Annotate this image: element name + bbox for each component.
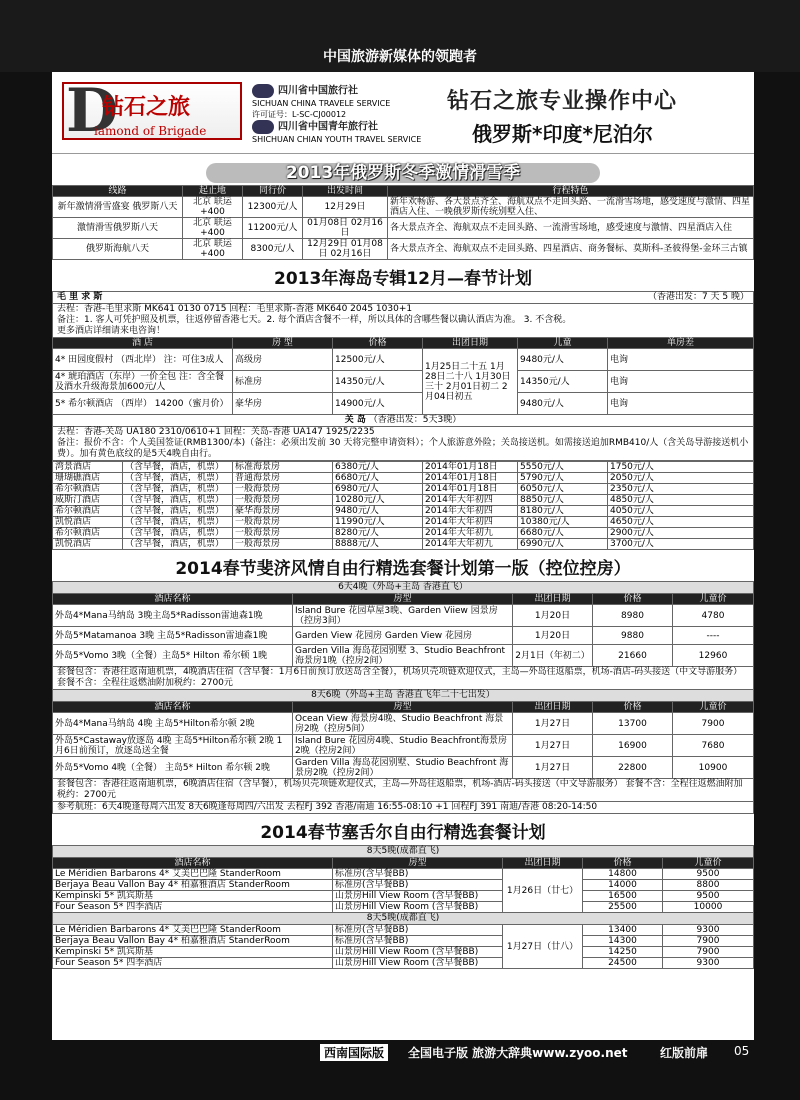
table-cell: 儿童 <box>518 338 608 349</box>
footer-site[interactable]: 全国电子版 旅游大辞典www.zyoo.net <box>408 1046 628 1060</box>
table-cell: Le Méridien Barbarons 4* 艾美巴巴隆 StanderRoom <box>53 869 333 880</box>
table-cell: 山景房Hill View Room (含早餐BB) <box>333 947 503 958</box>
table-cell: 线路 <box>53 186 183 197</box>
table-row <box>53 197 754 218</box>
table-cell: 9480元/人 <box>333 506 423 517</box>
table-row <box>53 735 754 757</box>
table-cell: 21660 <box>593 645 673 667</box>
table-cell: 8天5晚(成都直飞) <box>53 913 754 925</box>
table-cell: 2014年大年初四 <box>423 506 518 517</box>
ops-title: 钻石之旅专业操作中心 <box>447 89 678 114</box>
table-cell: （含早餐，酒店，机票） <box>123 495 233 506</box>
page <box>52 72 754 1040</box>
table-cell: Berjaya Beau Vallon Bay 4* 柏嘉雅酒店 StanderRoom <box>53 880 333 891</box>
table-cell: 8850元/人 <box>518 495 608 506</box>
table-cell: 去程：香港-关岛 UA180 2310/0610+1 回程：关岛-香港 UA147 1925/2235 备注：报价不含：个人美国签证(RMB1300/本)（备注：必须出发前 30 天将完整申请资料）；个人旅游意外险；关岛接送机。如需接送追加RMB410/人（含关岛导游接送机小费）。加有黄色底纹的是5天4晚自由行。 <box>53 427 754 461</box>
table-cell: 希尔顿酒店 <box>53 506 123 517</box>
table-cell: 11990元/人 <box>333 517 423 528</box>
table-cell: Garden Villa 海岛花园别墅 3、Studio Beachfront 海景房1晚（控房2间） <box>293 645 513 667</box>
table-cell: 标准房 <box>233 371 333 393</box>
table-cell: 7900 <box>663 947 754 958</box>
table-cell: Le Méridien Barbarons 4* 艾美巴巴隆 StanderRoom <box>53 925 333 936</box>
table-cell: 8888元/人 <box>333 539 423 550</box>
table-cell: 山景房Hill View Room (含早餐BB) <box>333 891 503 902</box>
table-cell: Kempinski 5* 凯宾斯基 <box>53 891 333 902</box>
table-cell: 4650元/人 <box>608 517 754 528</box>
table-cell: 北京 联运+400 <box>183 218 243 239</box>
logo <box>62 76 242 146</box>
table-cell: 豪华房 <box>233 393 333 415</box>
table-cell: 2050元/人 <box>608 473 754 484</box>
table-cell: 10280元/人 <box>333 495 423 506</box>
table-cell: 8天5晚(成都直飞) <box>53 846 754 858</box>
table-cell: 2900元/人 <box>608 528 754 539</box>
table-cell: 2014年01月18日 <box>423 484 518 495</box>
table-cell: 8180元/人 <box>518 506 608 517</box>
table-cell: 湾景酒店 <box>53 462 123 473</box>
table-cell: 酒店名称 <box>53 858 333 869</box>
table-cell: 套餐包含：香港往返南迪机票，4晚酒店住宿（含早餐：1月6日前预订放送岛含全餐），机场贝壳项链欢迎仪式，主岛—外岛往返船票，机场-酒店-码头接送（中文导游服务） 套餐不含：全程往返燃油附加税约：2700元 <box>53 667 754 690</box>
table-row <box>53 218 754 239</box>
table-cell: 山景房Hill View Room (含早餐BB) <box>333 902 503 913</box>
table-cell: 关 岛 （香港出发：5天3晚） <box>53 415 754 427</box>
destinations: 俄罗斯*印度*尼泊尔 <box>472 122 653 146</box>
table-cell: 各大景点齐全、海航双点不走回头路、一流滑雪场地，感受速度与激情、四星酒店入住 <box>388 218 754 239</box>
table-cell: Kempinski 5* 凯宾斯基 <box>53 947 333 958</box>
table-row <box>53 605 754 627</box>
section-island-title: 2013年海岛专辑12月—春节计划 <box>274 269 532 289</box>
table-cell: 1月20日 <box>513 605 593 627</box>
table-cell: Ocean View 海景房4晚、Studio Beachfront 海景房2晚（控房5间） <box>293 713 513 735</box>
table-cell: 16900 <box>593 735 673 757</box>
table-row <box>53 627 754 645</box>
table-cell: （含早餐，酒店，机票） <box>123 484 233 495</box>
table-cell: 5550元/人 <box>518 462 608 473</box>
section-seychelles-title: 2014春节塞舌尔自由行精选套餐计划 <box>260 823 546 843</box>
table-cell: 外岛4*Mana马纳岛 4晚 主岛5*Hilton希尔顿 2晚 <box>53 713 293 735</box>
table-cell: 希尔顿酒店 <box>53 484 123 495</box>
table-cell: 起止地 <box>183 186 243 197</box>
table-cell: 高级房 <box>233 349 333 371</box>
table-cell: Four Season 5* 四季酒店 <box>53 902 333 913</box>
table-cell: 6680元/人 <box>518 528 608 539</box>
table-cell: 出发时间 <box>303 186 388 197</box>
table-cell: 新年激情滑雪盛宴 俄罗斯八天 <box>53 197 183 218</box>
table-cell: 套餐包含：香港往返南迪机票，6晚酒店住宿（含早餐），机场贝壳项链欢迎仪式，主岛—外岛往返船票，机场-酒店-码头接送（中文导游服务） 套餐不含：全程往返燃油附加税约：2700元 <box>53 779 754 802</box>
table-cell: 16500 <box>583 891 663 902</box>
table-cell: 4* 田园度假村 （西北岸） 注：可住3成人 <box>53 349 233 371</box>
table-cell: 8天6晚（外岛+主岛 香港直飞年二十七出发） <box>53 690 754 702</box>
table-cell: 一般海景房 <box>233 517 333 528</box>
table-cell: 6990元/人 <box>518 539 608 550</box>
page-number: 05 <box>734 1044 750 1058</box>
table-cell: 外岛5*Vomo 4晚（全餐） 主岛5* Hilton 希尔顿 2晚 <box>53 757 293 779</box>
table-cell: 01月08日 02月16日 <box>303 218 388 239</box>
table-cell: 10000 <box>663 902 754 913</box>
table-cell: 6980元/人 <box>333 484 423 495</box>
table-row <box>53 869 754 880</box>
table-cell: 14350元/人 <box>518 371 608 393</box>
table-cell: 房型 <box>333 858 503 869</box>
table-cell: 酒店名称 <box>53 594 293 605</box>
table-cell: 电询 <box>608 349 754 371</box>
table-cell: （含早餐，酒店，机票） <box>123 506 233 517</box>
table-cell: 豪华海景房 <box>233 506 333 517</box>
table-cell: 2014年大年初九 <box>423 539 518 550</box>
table-cell: 电询 <box>608 371 754 393</box>
table-row <box>53 393 754 415</box>
table-row <box>53 713 754 735</box>
table-cell: 5* 希尔顿酒店 （西岸） 14200（蜜月价） <box>53 393 233 415</box>
table-cell: 凯悦酒店 <box>53 517 123 528</box>
logo-d: D <box>66 76 119 146</box>
table-cell: 2014年01月18日 <box>423 462 518 473</box>
table-cell: 4050元/人 <box>608 506 754 517</box>
table-cell: 2014年01月18日 <box>423 473 518 484</box>
table-cell: 各大景点齐全、海航双点不走回头路、四星酒店、商务餐标、莫斯科-圣彼得堡-金环三古镇 <box>388 239 754 260</box>
table-cell: 14350元/人 <box>333 371 423 393</box>
fiji-table <box>52 581 754 814</box>
table-cell: 1月27日 <box>513 757 593 779</box>
table-cell: （含早餐，酒店，机票） <box>123 517 233 528</box>
table-cell: 6天4晚（外岛+主岛 香港直飞） <box>53 582 754 594</box>
table-row <box>53 880 754 891</box>
guam-table <box>52 461 754 550</box>
table-row <box>53 539 754 550</box>
logo-cn: 钻石之旅 <box>102 95 191 120</box>
table-cell: 去程：香港-毛里求斯 MK641 0130 0715 回程：毛里求斯-香港 MK640 2045 1030+1 备注：1. 客人可凭护照及机票，往返停留香港七天。2. 每个酒店含餐不一样，所以具体的含哪些餐以确认酒店为准。 3. 不含税。 更多酒店详细请来电咨询！ <box>53 304 754 338</box>
table-cell: 14800 <box>583 869 663 880</box>
table-cell: 1月27日 <box>513 713 593 735</box>
table-cell: 普通海景房 <box>233 473 333 484</box>
table-row <box>53 239 754 260</box>
section-fiji-title: 2014春节斐济风情自由行精选套餐计划第一版（控位控房） <box>175 559 631 579</box>
table-cell: 一般海景房 <box>233 484 333 495</box>
table-cell: 一般海景房 <box>233 539 333 550</box>
table-cell: 24500 <box>583 958 663 969</box>
table-cell: 酒店名称 <box>53 702 293 713</box>
table-cell: 25500 <box>583 902 663 913</box>
table-cell: 6050元/人 <box>518 484 608 495</box>
table-cell: 9480元/人 <box>518 349 608 371</box>
table-cell: 俄罗斯海航八天 <box>53 239 183 260</box>
table-cell: 山景房Hill View Room (含早餐BB) <box>333 958 503 969</box>
table-cell: 北京 联运+400 <box>183 239 243 260</box>
table-cell: 外岛5*Matamanoa 3晚 主岛5*Radisson雷迪森1晚 <box>53 627 293 645</box>
table-cell: 标准房(含早餐BB) <box>333 936 503 947</box>
table-cell: Four Season 5* 四季酒店 <box>53 958 333 969</box>
table-row <box>53 645 754 667</box>
table-cell: 毛 里 求 斯 （香港出发：7 天 5 晚） <box>53 292 754 304</box>
table-cell: 价格 <box>333 338 423 349</box>
table-cell: 9500 <box>663 869 754 880</box>
table-cell: 出团日期 <box>423 338 518 349</box>
table-cell: 1月25日二十五 1月28日二十八 1月30日三十 2月01日初二 2月04日初五 <box>423 349 518 415</box>
table-cell: 一般海景房 <box>233 528 333 539</box>
mauritius-table <box>52 291 754 461</box>
table-cell: 14300 <box>583 936 663 947</box>
table-cell: 9500 <box>663 891 754 902</box>
table-cell: （含早餐，酒店，机票） <box>123 539 233 550</box>
table-cell: 14250 <box>583 947 663 958</box>
table-cell: 8800 <box>663 880 754 891</box>
footer <box>52 1040 754 1062</box>
table-cell: 房型 <box>293 702 513 713</box>
youth-emblem-icon <box>252 120 274 134</box>
table-cell: 10900 <box>673 757 754 779</box>
table-cell: 标准房(含早餐BB) <box>333 925 503 936</box>
table-cell: 10380元/人 <box>518 517 608 528</box>
table-cell: 14900元/人 <box>333 393 423 415</box>
table-cell: 外岛5*Castaway放逐岛 4晚 主岛5*Hilton希尔顿 2晚 1月6日前预订，放逐岛送全餐 <box>53 735 293 757</box>
table-cell: 参考航班：6天4晚逢每周六出发 8天6晚逢每周四/六出发 去程FJ 392 香港/南迪 16:55-08:10 +1 回程FJ 391 南迪/香港 08:20-14:50 <box>53 802 754 814</box>
table-cell: 2月1日（年初二） <box>513 645 593 667</box>
table-row <box>53 517 754 528</box>
table-cell: 4850元/人 <box>608 495 754 506</box>
table-row <box>53 462 754 473</box>
table-cell: 9300 <box>663 958 754 969</box>
table-cell: 房型 <box>293 594 513 605</box>
table-row <box>53 925 754 936</box>
table-cell: 外岛4*Mana马纳岛 3晚主岛5*Radisson雷迪森1晚 <box>53 605 293 627</box>
emblem-icon <box>252 84 274 98</box>
table-cell: 12960 <box>673 645 754 667</box>
table-cell: 5790元/人 <box>518 473 608 484</box>
table-cell: 9300 <box>663 925 754 936</box>
table-cell: 酒 店 <box>53 338 233 349</box>
table-cell: 9480元/人 <box>518 393 608 415</box>
table-row <box>53 528 754 539</box>
table-row <box>53 958 754 969</box>
table-cell: 新年欢畅游、各大景点齐全、海航双点不走回头路、一流滑雪场地，感受速度与激情、四星酒店入住、一晚俄罗斯传统别墅入住、 <box>388 197 754 218</box>
table-cell: 出团日期 <box>513 594 593 605</box>
table-row <box>53 947 754 958</box>
table-row <box>53 506 754 517</box>
table-cell: 8300元/人 <box>243 239 303 260</box>
table-row <box>53 891 754 902</box>
table-cell: 儿童价 <box>673 702 754 713</box>
table-cell: 标准房(含早餐BB) <box>333 869 503 880</box>
table-cell: 儿童价 <box>673 594 754 605</box>
table-row <box>53 757 754 779</box>
table-cell: 价格 <box>593 594 673 605</box>
table-cell: 8980 <box>593 605 673 627</box>
table-cell: 标准房(含早餐BB) <box>333 880 503 891</box>
table-cell: 7900 <box>663 936 754 947</box>
table-cell: 同行价 <box>243 186 303 197</box>
table-cell: 11200元/人 <box>243 218 303 239</box>
table-cell: 7680 <box>673 735 754 757</box>
table-cell: 4780 <box>673 605 754 627</box>
table-cell: 1月27日 <box>513 735 593 757</box>
table-cell: Garden Villa 海岛花园别墅、Studio Beachfront 海景房2晚（控房2间） <box>293 757 513 779</box>
section-russia-title: 2013年俄罗斯冬季激情滑雪季 <box>52 158 754 183</box>
top-banner: 中国旅游新媒体的领跑者 <box>0 0 800 72</box>
table-cell: 价格 <box>593 702 673 713</box>
table-cell: 一般海景房 <box>233 495 333 506</box>
table-cell: 8280元/人 <box>333 528 423 539</box>
table-cell: 3700元/人 <box>608 539 754 550</box>
table-cell: 22800 <box>593 757 673 779</box>
table-cell: 2014年大年初四 <box>423 495 518 506</box>
table-cell: 凯悦酒店 <box>53 539 123 550</box>
table-cell: 1750元/人 <box>608 462 754 473</box>
table-cell: 珊瑚礁酒店 <box>53 473 123 484</box>
table-cell: 4* 琥珀酒店（东岸）一价全包 注：含全餐及酒水升级海景加600元/人 <box>53 371 233 393</box>
table-cell: 电询 <box>608 393 754 415</box>
table-row <box>53 371 754 393</box>
table-cell: 出团日期 <box>513 702 593 713</box>
table-cell: 1月26日（廿七） <box>503 869 583 913</box>
table-cell: 6680元/人 <box>333 473 423 484</box>
table-cell: （含早餐，酒店，机票） <box>123 473 233 484</box>
table-cell: 12月29日 01月08日 02月16日 <box>303 239 388 260</box>
footer-edition: 西南国际版 <box>320 1044 388 1061</box>
footer-section: 红版前扉 <box>660 1046 709 1060</box>
table-cell: 威斯汀酒店 <box>53 495 123 506</box>
logo-en: iamond of Brigade <box>94 124 207 138</box>
table-cell: 标准海景房 <box>233 462 333 473</box>
russia-table <box>52 185 754 260</box>
table-cell: 外岛5*Vomo 3晚（全餐）主岛5* Hilton 希尔顿 1晚 <box>53 645 293 667</box>
table-cell: 房 型 <box>233 338 333 349</box>
table-cell: 12300元/人 <box>243 197 303 218</box>
table-cell: 价格 <box>583 858 663 869</box>
table-cell: 单房差 <box>608 338 754 349</box>
table-row <box>53 349 754 371</box>
table-row <box>53 473 754 484</box>
table-cell: 2014年大年初四 <box>423 517 518 528</box>
table-cell: ---- <box>673 627 754 645</box>
table-cell: 希尔顿酒店 <box>53 528 123 539</box>
table-cell: 行程特色 <box>388 186 754 197</box>
table-cell: 12500元/人 <box>333 349 423 371</box>
table-cell: 儿童价 <box>663 858 754 869</box>
table-cell: 12月29日 <box>303 197 388 218</box>
table-cell: Berjaya Beau Vallon Bay 4* 柏嘉雅酒店 StanderRoom <box>53 936 333 947</box>
table-row <box>53 902 754 913</box>
table-cell: （含早餐，酒店，机票） <box>123 462 233 473</box>
table-cell: 6380元/人 <box>333 462 423 473</box>
table-cell: 14000 <box>583 880 663 891</box>
table-cell: 7900 <box>673 713 754 735</box>
table-cell: 13400 <box>583 925 663 936</box>
table-cell: Island Bure 花园房4晚、Studio Beachfront海景房2晚（控房2间） <box>293 735 513 757</box>
table-cell: Garden View 花园房 Garden View 花园房 <box>293 627 513 645</box>
table-cell: 出团日期 <box>503 858 583 869</box>
table-cell: 9880 <box>593 627 673 645</box>
table-cell: 13700 <box>593 713 673 735</box>
header <box>52 72 754 154</box>
table-cell: 1月27日（廿八） <box>503 925 583 969</box>
table-cell: 北京 联运+400 <box>183 197 243 218</box>
table-row <box>53 936 754 947</box>
table-cell: 2350元/人 <box>608 484 754 495</box>
table-row <box>53 484 754 495</box>
agency-block: 四川省中国旅行社 SICHUAN CHINA TRAVELE SERVICE 许可证号：L-SC-CJ00012 四川省中国青年旅行社 SHICHUAN CHIAN YOUTH TRAVEL SERVICE <box>252 85 422 144</box>
table-cell: Island Bure 花园草屋3晚、Garden Viiew 园景房（控房3间） <box>293 605 513 627</box>
table-cell: 2014年大年初九 <box>423 528 518 539</box>
table-cell: （含早餐，酒店，机票） <box>123 528 233 539</box>
table-cell: 激情滑雪俄罗斯八天 <box>53 218 183 239</box>
seychelles-table <box>52 845 754 969</box>
table-row <box>53 495 754 506</box>
table-cell: 1月20日 <box>513 627 593 645</box>
